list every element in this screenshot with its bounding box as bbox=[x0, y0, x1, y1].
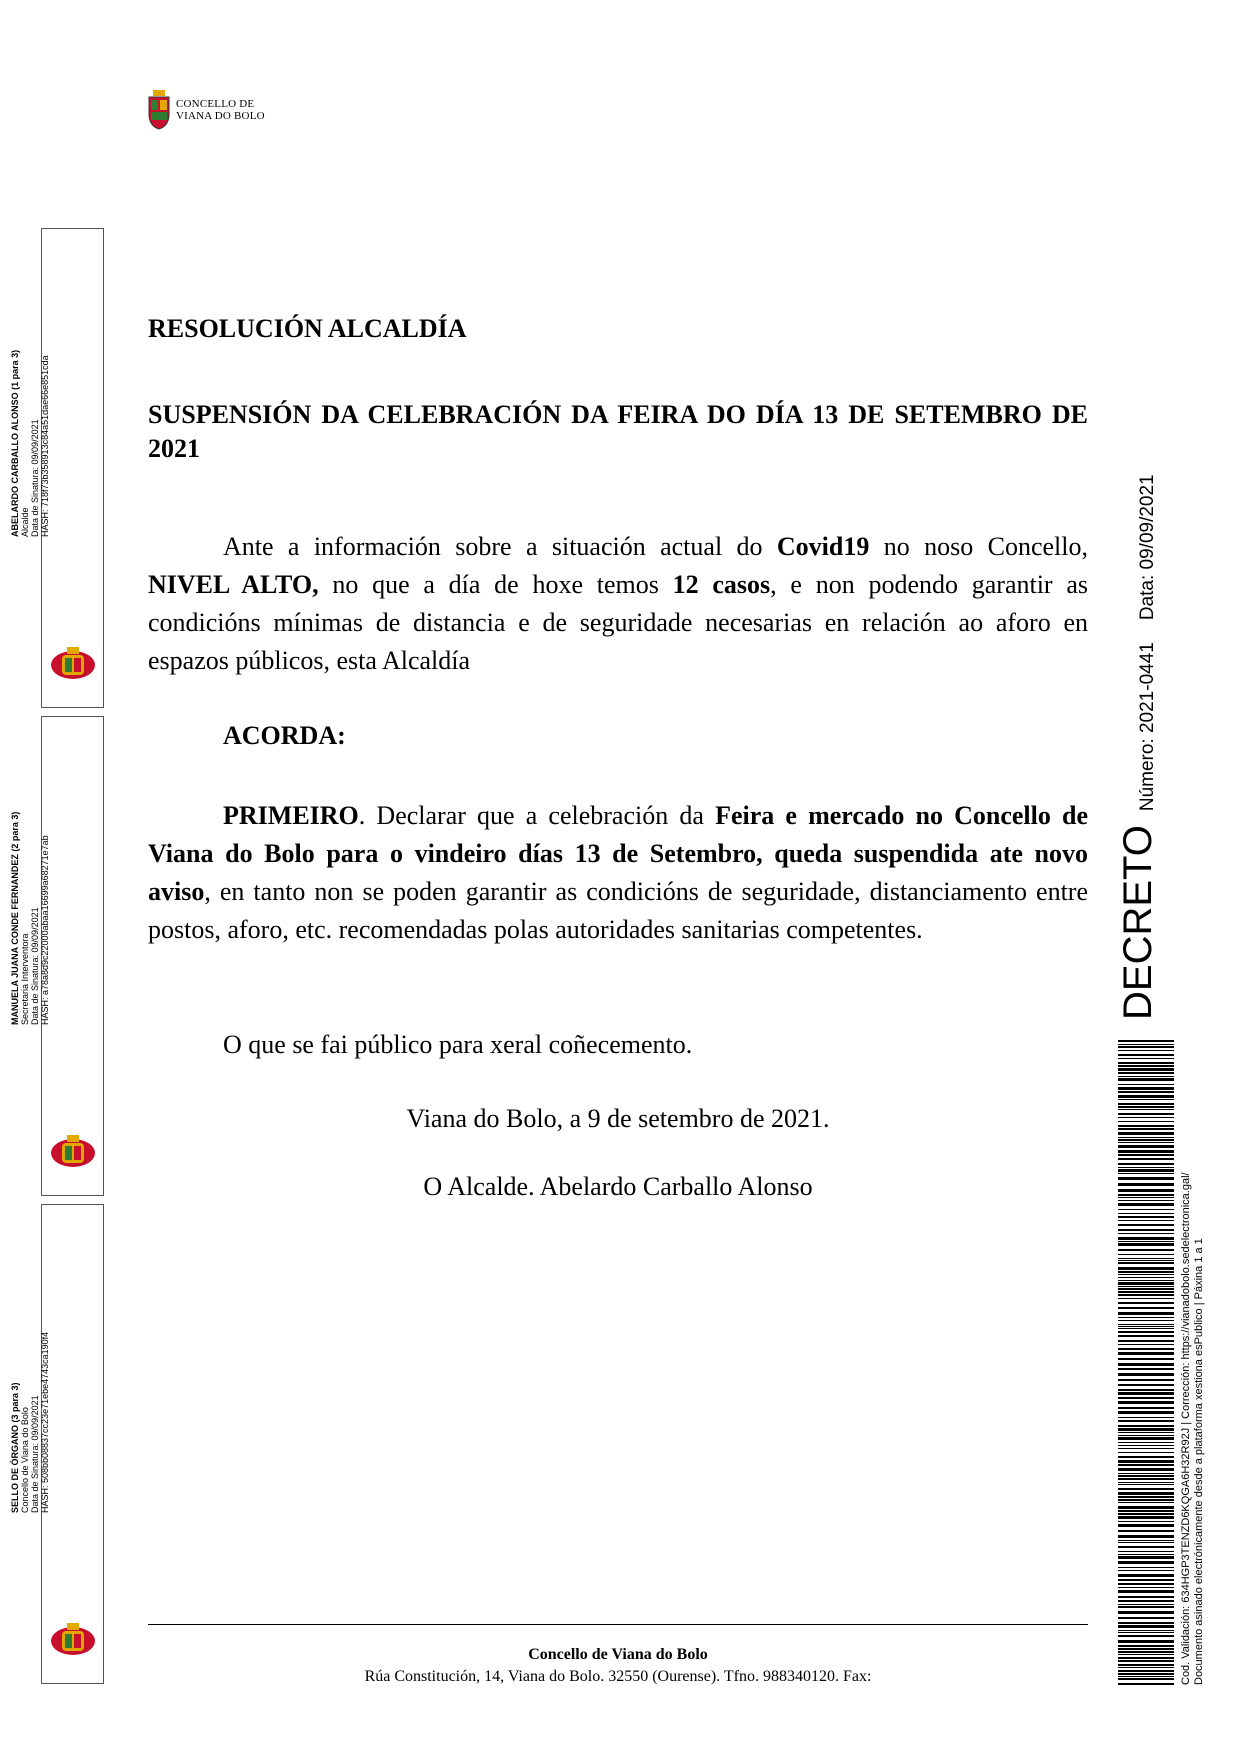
intro-bold-covid: Covid19 bbox=[776, 532, 870, 561]
decreto-number: Número: 2021-0441 bbox=[1137, 642, 1158, 812]
footer-divider bbox=[148, 1624, 1088, 1625]
decreto-meta bbox=[1138, 452, 1158, 811]
signature-date: Data de Sinatura: 09/09/2021 bbox=[30, 419, 40, 537]
validation-platform: Documento asinado electrónicamente desde a plataforma xestiona esPublico | Páxina 1 a 1 bbox=[1193, 1238, 1205, 1685]
intro-text-1: Ante a información sobre a situación actual do bbox=[223, 532, 777, 561]
signature-name: SELLO DE ÓRGANO (3 para 3) bbox=[10, 1382, 20, 1513]
intro-text-3: no que a día de hoxe temos bbox=[318, 570, 673, 599]
document-subtitle: SUSPENSIÓN DA CELEBRACIÓN DA FEIRA DO DÍA 13 DE SETEMBRO DE 2021 bbox=[148, 400, 1088, 463]
signature-name: ABELARDO CARBALLO ALONSO (1 para 3) bbox=[10, 349, 20, 537]
intro-bold-level: NIVEL ALTO, bbox=[148, 570, 319, 599]
intro-text-2: no noso Concello, bbox=[869, 532, 1088, 561]
intro-bold-cases: 12 casos bbox=[672, 570, 771, 599]
signature-hash: HASH: a78a8d9c22000abaa16699a68271e7ab bbox=[40, 835, 50, 1025]
validation-code: Cod. Validación: 634HGP3TENZD6KQGA6H32R92J | Corrección: https://vianadobolo.sedelectronica.gal/ bbox=[1180, 1172, 1192, 1685]
seal-icon bbox=[48, 645, 98, 681]
signature-date: Data de Sinatura: 09/09/2021 bbox=[30, 907, 40, 1025]
intro-text-4: , e non podendo garantir as condicións mínimas de distancia e de seguridade necesarias en relación ao aforo en espazos públicos, esta Alcaldía bbox=[148, 570, 1088, 675]
place-date: Viana do Bolo, a 9 de setembro de 2021. bbox=[406, 1104, 830, 1133]
signature-info bbox=[10, 1332, 50, 1513]
acorda-heading bbox=[148, 721, 1163, 751]
signature-role: Secretaria Interventora bbox=[20, 933, 30, 1025]
signature-info bbox=[10, 812, 50, 1025]
signature-hash: HASH: 718f73b358913c84a51dae66e851cda bbox=[40, 355, 50, 537]
document-title: RESOLUCIÓN ALCALDÍA bbox=[148, 314, 467, 343]
coat-of-arms-icon bbox=[148, 90, 170, 130]
signature-hash: HASH: 508bb08837cc23e71ebe4743ca190f4 bbox=[40, 1331, 50, 1513]
signature-name: MANUELA JUANA CONDE FERNANDEZ (2 para 3) bbox=[10, 811, 20, 1025]
signature-role: Alcalde bbox=[20, 507, 30, 537]
decreto-date: Data: 09/09/2021 bbox=[1137, 474, 1158, 621]
seal-icon bbox=[48, 1133, 98, 1169]
signature-role: Concello de Viana do Bolo bbox=[20, 1407, 30, 1513]
validation-info bbox=[1180, 1172, 1206, 1685]
paragraph-public: O que se fai público para xeral coñecemento. bbox=[223, 1030, 693, 1059]
header-logo bbox=[148, 90, 265, 130]
signature-date: Data de Sinatura: 09/09/2021 bbox=[30, 1395, 40, 1513]
signer: O Alcalde. Abelardo Carballo Alonso bbox=[423, 1172, 813, 1201]
logo-line-1: CONCELLO DE bbox=[176, 98, 255, 110]
primeiro-text-2: , en tanto non se poden garantir as condicións de seguridade, distanciamento entre postos, aforo, etc. recomendadas polas autoridades sanitarias competentes. bbox=[148, 877, 1088, 944]
footer-address: Rúa Constitución, 14, Viana do Bolo. 32550 (Ourense). Tfno. 988340120. Fax: bbox=[364, 1668, 872, 1685]
paragraph-primeiro bbox=[148, 797, 1088, 949]
signature-box-1 bbox=[10, 228, 104, 708]
footer-organization: Concello de Viana do Bolo bbox=[528, 1646, 708, 1663]
decreto-stamp bbox=[1118, 452, 1158, 1020]
logo-text bbox=[176, 98, 265, 122]
logo-line-2: VIANA DO BOLO bbox=[176, 110, 265, 122]
signature-box-3 bbox=[10, 1204, 104, 1684]
signature-info bbox=[10, 350, 50, 537]
acorda-label: ACORDA: bbox=[223, 721, 346, 750]
signature-box-2 bbox=[10, 716, 104, 1196]
barcode-icon bbox=[1118, 1040, 1174, 1685]
decreto-title: DECRETO bbox=[1116, 825, 1160, 1020]
primeiro-text-1: . Declarar que a celebración da bbox=[358, 801, 716, 830]
primeiro-bold: Feira e mercado no Concello de Viana do Bolo para o vindeiro días 13 de Setembro, queda suspendida ate novo aviso bbox=[148, 801, 1089, 906]
seal-icon bbox=[48, 1621, 98, 1657]
primeiro-label: PRIMEIRO bbox=[223, 801, 359, 830]
paragraph-intro bbox=[148, 528, 1088, 680]
